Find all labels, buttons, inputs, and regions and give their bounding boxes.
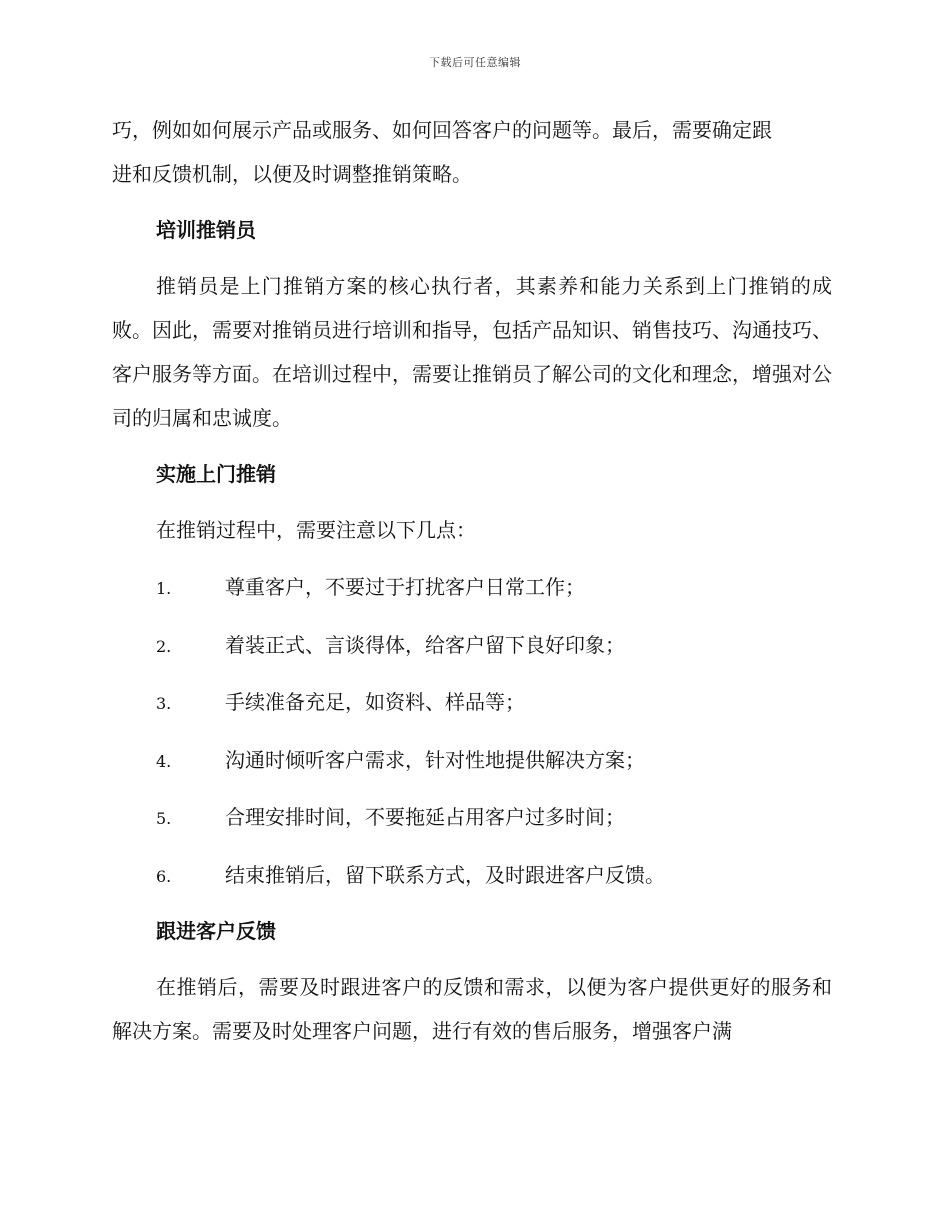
list-text: 结束推销后，留下联系方式，及时跟进客户反馈。 bbox=[225, 862, 665, 887]
list-text: 合理安排时间，不要拖延占用客户过多时间； bbox=[225, 805, 625, 829]
list-text: 沟通时倾听客户需求，针对性地提供解决方案； bbox=[225, 747, 645, 772]
list-item bbox=[112, 564, 832, 610]
list-number: 3. bbox=[156, 694, 172, 713]
paragraph-line: 巧，例如如何展示产品或服务、如何回答客户的问题等。最后，需要确定跟 bbox=[112, 118, 772, 142]
list-number: 2. bbox=[156, 636, 172, 656]
list-item bbox=[112, 852, 832, 898]
list-item bbox=[112, 737, 832, 783]
list-text: 尊重客户，不要过于打扰客户日常工作； bbox=[225, 575, 585, 599]
list-number: 4. bbox=[156, 751, 172, 771]
list-number: 5. bbox=[156, 809, 172, 828]
list-number: 6. bbox=[156, 866, 172, 886]
list-item bbox=[112, 794, 832, 840]
paragraph-training: 推销员是上门推销方案的核心执行者，其素养和能力关系到上门推销的成败。因此，需要对推销员进行培训和指导，包括产品知识、销售技巧、沟通技巧、客户服务等方面。在培训过程中，需要让推销员了解公司的文化和理念，增强对公司的归属和忠诚度。 bbox=[112, 274, 832, 430]
section-heading-implementation: 实施上门推销 bbox=[156, 462, 276, 486]
list-text: 着装正式、言谈得体，给客户留下良好印象； bbox=[225, 632, 625, 657]
numbered-list bbox=[112, 564, 832, 898]
paragraph-followup: 在推销后，需要及时跟进客户的反馈和需求，以便为客户提供更好的服务和解决方案。需要及时处理客户问题，进行有效的售后服务，增强客户满 bbox=[112, 975, 832, 1043]
paragraph-line: 进和反馈机制，以便及时调整推销策略。 bbox=[112, 162, 472, 186]
section-heading-training: 培训推销员 bbox=[156, 218, 256, 242]
list-text: 手续准备充足，如资料、样品等； bbox=[225, 690, 525, 714]
list-number: 1. bbox=[156, 579, 172, 598]
list-item bbox=[112, 679, 832, 725]
paragraph-continued bbox=[112, 108, 832, 196]
paragraph-intro-list: 在推销过程中，需要注意以下几点： bbox=[156, 518, 476, 542]
page-header: 下载后可任意编辑 bbox=[429, 56, 521, 69]
section-heading-followup: 跟进客户反馈 bbox=[156, 919, 276, 943]
document-body bbox=[112, 108, 832, 1065]
list-item bbox=[112, 622, 832, 668]
